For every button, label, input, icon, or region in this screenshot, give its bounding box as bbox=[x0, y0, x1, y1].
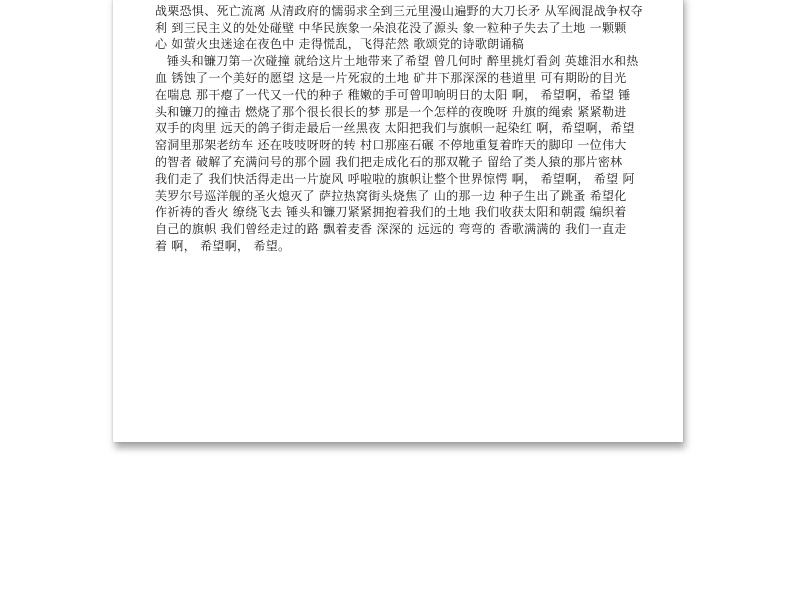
text-line: 利 到三民主义的处处碰壁 中华民族象一朵浪花没了源头 象一粒种子失去了土地 一颗颗 bbox=[155, 20, 627, 35]
text-line: 血 锈蚀了一个美好的愿望 这是一片死寂的土地 矿井下那深深的巷道里 可有期盼的目光 bbox=[155, 70, 627, 85]
text-line: 芙罗尔号巡洋舰的圣火熄灭了 萨拉热窝街头烧焦了 山的那一边 种子生出了跳蚤 希望化 bbox=[155, 188, 627, 203]
document-page bbox=[113, 0, 683, 442]
text-line: 我们走了 我们快活得走出一片旋风 呼啦啦的旗帜让整个世界惊愕 啊， 希望啊， 希望 阿 bbox=[155, 171, 635, 186]
text-line: 战栗恐惧、死亡流离 从清政府的懦弱求全到三元里漫山遍野的大刀长矛 从军阀混战争权夺 bbox=[155, 3, 643, 18]
text-line: 自己的旗帜 我们曾经走过的路 飘着麦香 深深的 远远的 弯弯的 香歌满满的 我们一直走 bbox=[155, 222, 627, 237]
text-line: 心 如萤火虫迷途在夜色中 走得慌乱，飞得茫然 歌颂党的诗歌朗诵稿 bbox=[155, 37, 525, 52]
text-line: 作祈祷的香火 缭绕飞去 锤头和镰刀紧紧拥抱着我们的土地 我们收获太阳和朝霞 编织着 bbox=[155, 205, 627, 220]
text-line: 在喘息 那干瘪了一代又一代的种子 稚嫩的手可曾叩响明日的太阳 啊， 希望啊，希望 锤 bbox=[155, 87, 631, 102]
poem-text bbox=[155, 0, 645, 255]
paragraph-start-line: 锤头和镰刀第一次碰撞 就给这片土地带来了希望 曾几何时 醉里挑灯看剑 英雄泪水和热 bbox=[167, 54, 639, 69]
text-line: 双手的肉里 远天的鸽子街走最后一丝黑夜 太阳把我们与旗帜一起染红 啊，希望啊，希望 bbox=[155, 121, 635, 136]
text-line: 头和镰刀的撞击 燃烧了那个很长很长的梦 那是一个怎样的夜晚呀 升旗的绳索 紧紧勒进 bbox=[155, 104, 627, 119]
text-line: 的智者 破解了充满问号的那个圆 我们把走成化石的那双靴子 留给了类人猿的那片密林 bbox=[155, 154, 623, 169]
text-line: 着 啊， 希望啊， 希望。 bbox=[155, 238, 291, 253]
text-line: 窑洞里那架老纺车 还在吱吱呀呀的转 村口那座石碾 不停地重复着昨天的脚印 一位伟大 bbox=[155, 138, 627, 153]
